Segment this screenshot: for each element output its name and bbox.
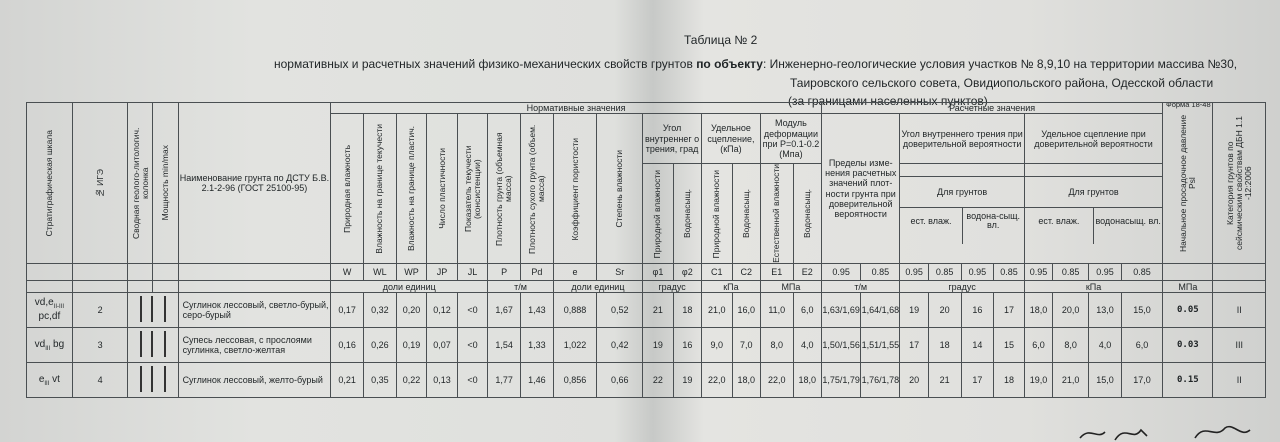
value-cell: 22,0 xyxy=(702,363,733,398)
value-cell: 0,07 xyxy=(427,328,458,363)
value-cell: 11,0 xyxy=(760,293,793,328)
value-cell: 14 xyxy=(961,328,994,363)
value-cell: 1,67 xyxy=(488,293,521,328)
value-cell: 16 xyxy=(673,328,701,363)
symbol-cell: e xyxy=(553,264,597,281)
value-cell: 17 xyxy=(994,293,1025,328)
value-cell: 0,17 xyxy=(331,293,364,328)
for-soils-1: Для грунтов xyxy=(900,176,1023,208)
cohesion-header: Удельное сцепление, (кПа) xyxy=(702,114,761,164)
prob-cell: 0.85 xyxy=(994,264,1025,281)
normative-header: Нормативные значения xyxy=(331,103,822,114)
value-cell: 1,33 xyxy=(521,328,554,363)
strat-cell: $vd_{III}$ bg xyxy=(27,328,73,363)
col-jl: Показатель текучести (консистенции) xyxy=(457,114,488,264)
col-wp: Влажность на границе пластич. xyxy=(396,114,427,264)
value-cell: 1,75/1,79 xyxy=(821,363,860,398)
table-row xyxy=(27,328,1266,363)
symbol-cell: φ2 xyxy=(673,264,701,281)
prob-cell: 0.95 xyxy=(961,264,994,281)
value-cell: 17 xyxy=(961,363,994,398)
design-header: Расчетные значения xyxy=(821,103,1162,114)
prob-cell: 0.95 xyxy=(821,264,860,281)
symbol-cell: WL xyxy=(363,264,396,281)
ige-cell: 4 xyxy=(72,363,128,398)
table-title: Таблица № 2 xyxy=(684,33,758,47)
table-row xyxy=(27,293,1266,328)
est-wet-1: ест. влаж. xyxy=(900,208,962,244)
modulus-header: Модуль деформации при P=0.1-0.2 (Мпа) xyxy=(760,114,821,164)
handwritten-signature xyxy=(1075,418,1275,442)
subtitle-line-1 xyxy=(274,57,1237,71)
value-cell: 0,35 xyxy=(363,363,396,398)
value-cell: 18,0 xyxy=(1024,293,1052,328)
value-cell: 0,26 xyxy=(363,328,396,363)
value-cell: 0,42 xyxy=(597,328,643,363)
for-soils-2: Для грунтов xyxy=(1025,176,1163,208)
value-cell: <0 xyxy=(457,363,488,398)
symbol-cell: φ1 xyxy=(643,264,674,281)
value-cell: 17 xyxy=(900,328,928,363)
value-cell: 1,77 xyxy=(488,363,521,398)
seism-cell: III xyxy=(1213,328,1266,363)
value-cell: 9,0 xyxy=(702,328,733,363)
value-cell: 19 xyxy=(900,293,928,328)
symbol-cell: JL xyxy=(457,264,488,281)
col-phi2: Водонасыщ. xyxy=(673,164,701,264)
col-sr: Степень влажности xyxy=(597,114,643,264)
value-cell: 19,0 xyxy=(1024,363,1052,398)
seism-cell: II xyxy=(1213,293,1266,328)
symbol-cell: JP xyxy=(427,264,458,281)
value-cell: 19 xyxy=(673,363,701,398)
subtitle-line-2: Таировского сельского совета, Овидиопольского района, Одесской области xyxy=(790,76,1214,90)
value-cell: 1,51/1,55 xyxy=(861,328,900,363)
value-cell: 1,50/1,56 xyxy=(821,328,860,363)
prob-cell: 0.85 xyxy=(861,264,900,281)
seism-cell: II xyxy=(1213,363,1266,398)
value-cell: 0,888 xyxy=(553,293,597,328)
psl-cell: 0.03 xyxy=(1163,328,1213,363)
unit-kpa-2: кПа xyxy=(1024,281,1163,293)
value-cell: 21,0 xyxy=(1053,363,1089,398)
value-cell: <0 xyxy=(457,293,488,328)
value-cell: 8,0 xyxy=(760,328,793,363)
value-cell: 1,63/1,69 xyxy=(821,293,860,328)
prob-cell: 0.85 xyxy=(1121,264,1162,281)
cohesion-soils-cell xyxy=(1024,164,1163,264)
value-cell: 1,43 xyxy=(521,293,554,328)
sat-wet-2: водонасыщ. вл. xyxy=(1095,216,1161,227)
value-cell: 20 xyxy=(900,363,928,398)
unit-kpa: кПа xyxy=(702,281,761,293)
ige-cell: 2 xyxy=(72,293,128,328)
col-ige: № ИГЭ xyxy=(72,103,128,264)
psl-cell: 0.15 xyxy=(1163,363,1213,398)
value-cell: 0,856 xyxy=(553,363,597,398)
subtitle-part-c: : Инженерно-геологические условия участков № 8,9,10 на территории массива №30, xyxy=(762,57,1238,71)
value-cell: 0,22 xyxy=(396,363,427,398)
col-c2: Водонасыщ. xyxy=(732,164,760,264)
value-cell: 22 xyxy=(643,363,674,398)
angle-soils-cell xyxy=(900,164,1024,264)
symbol-cell: Sr xyxy=(597,264,643,281)
value-cell: 17,0 xyxy=(1121,363,1162,398)
value-cell: 7,0 xyxy=(732,328,760,363)
col-name: Наименование грунта по ДСТУ Б.В. 2.1-2-96 (ГОСТ 25100-95) xyxy=(178,103,331,264)
unit-mpa: МПа xyxy=(760,281,821,293)
col-rho: Плотность грунта (объемная масса) xyxy=(488,114,521,264)
lith-column xyxy=(128,293,178,328)
col-lith: Сводная геолого-литологич. колонка xyxy=(128,103,153,264)
symbol-cell: W xyxy=(331,264,364,281)
value-cell: 20,0 xyxy=(1053,293,1089,328)
value-cell: 21 xyxy=(643,293,674,328)
value-cell: 20 xyxy=(928,293,961,328)
sat-wet-1: водона-сыщ. вл. xyxy=(966,211,1020,231)
value-cell: 4,0 xyxy=(1089,328,1122,363)
psl-cell: 0.05 xyxy=(1163,293,1213,328)
value-cell: 18 xyxy=(673,293,701,328)
value-cell: 6,0 xyxy=(1024,328,1052,363)
value-cell: 0,12 xyxy=(427,293,458,328)
symbol-cell: Pd xyxy=(521,264,554,281)
symbol-cell: E1 xyxy=(760,264,793,281)
ige-cell: 3 xyxy=(72,328,128,363)
subtitle-line-3: (за границами населенных пунктов) xyxy=(788,94,988,108)
prob-cell: 0.85 xyxy=(928,264,961,281)
value-cell: 18 xyxy=(928,328,961,363)
col-c1: Природной влажности xyxy=(702,164,733,264)
symbol-cell: E2 xyxy=(793,264,821,281)
col-psl: Начальное просадочное давление Psl xyxy=(1163,103,1213,264)
col-seism: Категория грунтов по сейсмическим свойствам ДБН 1.1 -12:2006 xyxy=(1213,103,1266,264)
est-wet-2: ест. влаж. xyxy=(1025,208,1094,244)
symbol-cell: P xyxy=(488,264,521,281)
value-cell: 21 xyxy=(928,363,961,398)
value-cell: 0,20 xyxy=(396,293,427,328)
col-wl: Влажность на границе текучести xyxy=(363,114,396,264)
value-cell: 15,0 xyxy=(1089,363,1122,398)
angle-header: Угол внутреннег о трения, град xyxy=(643,114,702,164)
value-cell: 0,19 xyxy=(396,328,427,363)
strat-cell: $vd,e_{II-III}$ pc,df xyxy=(27,293,73,328)
symbol-cell: C2 xyxy=(732,264,760,281)
value-cell: 0,32 xyxy=(363,293,396,328)
density-limits-header: Пределы изме-нения расчетных значений плот-ности грунта при доверительной вероятности xyxy=(821,114,900,264)
form-number: Форма 18-48 xyxy=(1166,100,1211,109)
value-cell: 0,66 xyxy=(597,363,643,398)
col-e: Коэффициент пористости xyxy=(553,114,597,264)
value-cell: 0,52 xyxy=(597,293,643,328)
symbol-cell: WP xyxy=(396,264,427,281)
value-cell: 21,0 xyxy=(702,293,733,328)
value-cell: 4,0 xyxy=(793,328,821,363)
lith-column xyxy=(128,328,178,363)
value-cell: 0,16 xyxy=(331,328,364,363)
col-w: Природная влажность xyxy=(331,114,364,264)
prob-cell: 0.85 xyxy=(1053,264,1089,281)
unit-mpa-2: МПа xyxy=(1163,281,1213,293)
table-row xyxy=(27,363,1266,398)
unit-tm: т/м xyxy=(488,281,553,293)
value-cell: 1,64/1,68 xyxy=(861,293,900,328)
strat-cell: $e_{III}$ vt xyxy=(27,363,73,398)
value-cell: 1,54 xyxy=(488,328,521,363)
soil-name-cell: Суглинок лессовый, желто-бурый xyxy=(178,363,331,398)
value-cell: 18,0 xyxy=(793,363,821,398)
unit-deg: градус xyxy=(643,281,702,293)
symbol-cell: C1 xyxy=(702,264,733,281)
col-e1: Естественной влажности xyxy=(760,164,793,264)
value-cell: 13,0 xyxy=(1089,293,1122,328)
value-cell: 0,21 xyxy=(331,363,364,398)
col-e2: Водонасыщ. xyxy=(793,164,821,264)
col-jp: Число пластичности xyxy=(427,114,458,264)
value-cell: 15,0 xyxy=(1121,293,1162,328)
unit-fraction: доли единиц xyxy=(331,281,488,293)
value-cell: 1,022 xyxy=(553,328,597,363)
value-cell: 0,13 xyxy=(427,363,458,398)
value-cell: 6,0 xyxy=(793,293,821,328)
prob-cell: 0.95 xyxy=(1089,264,1122,281)
lith-column xyxy=(128,363,178,398)
value-cell: 6,0 xyxy=(1121,328,1162,363)
unit-tm-2: т/м xyxy=(821,281,900,293)
value-cell: 18 xyxy=(994,363,1025,398)
value-cell: 22,0 xyxy=(760,363,793,398)
prob-cell: 0.95 xyxy=(1024,264,1052,281)
value-cell: 18,0 xyxy=(732,363,760,398)
value-cell: 16,0 xyxy=(732,293,760,328)
col-strat: Стратиграфическая шкала xyxy=(27,103,73,264)
value-cell: 1,76/1,78 xyxy=(861,363,900,398)
unit-deg-2: градус xyxy=(900,281,1024,293)
cohesion-design-header: Удельное сцепление при доверительной вероятности xyxy=(1024,114,1163,164)
subtitle-part-b: по объекту xyxy=(696,57,763,71)
col-phi1: Природной влажности xyxy=(643,164,674,264)
unit-fraction-2: доли единиц xyxy=(553,281,642,293)
value-cell: 15 xyxy=(994,328,1025,363)
value-cell: <0 xyxy=(457,328,488,363)
soil-name-cell: Супесь лессовая, с прослоями суглинка, светло-желтая xyxy=(178,328,331,363)
col-rhod: Плотность сухого грунта (объем. масса) xyxy=(521,114,554,264)
subtitle-part-a: нормативных и расчетных значений физико-механических свойств грунтов xyxy=(274,57,693,71)
value-cell: 8,0 xyxy=(1053,328,1089,363)
angle-design-header: Угол внутреннего трения при доверительной вероятности xyxy=(900,114,1024,164)
prob-cell: 0.95 xyxy=(900,264,928,281)
col-thick: Мощность min/max xyxy=(153,103,178,264)
value-cell: 1,46 xyxy=(521,363,554,398)
properties-table xyxy=(26,102,1266,398)
value-cell: 19 xyxy=(643,328,674,363)
value-cell: 16 xyxy=(961,293,994,328)
soil-name-cell: Суглинок лессовый, светло-бурый, серо-бурый xyxy=(178,293,331,328)
